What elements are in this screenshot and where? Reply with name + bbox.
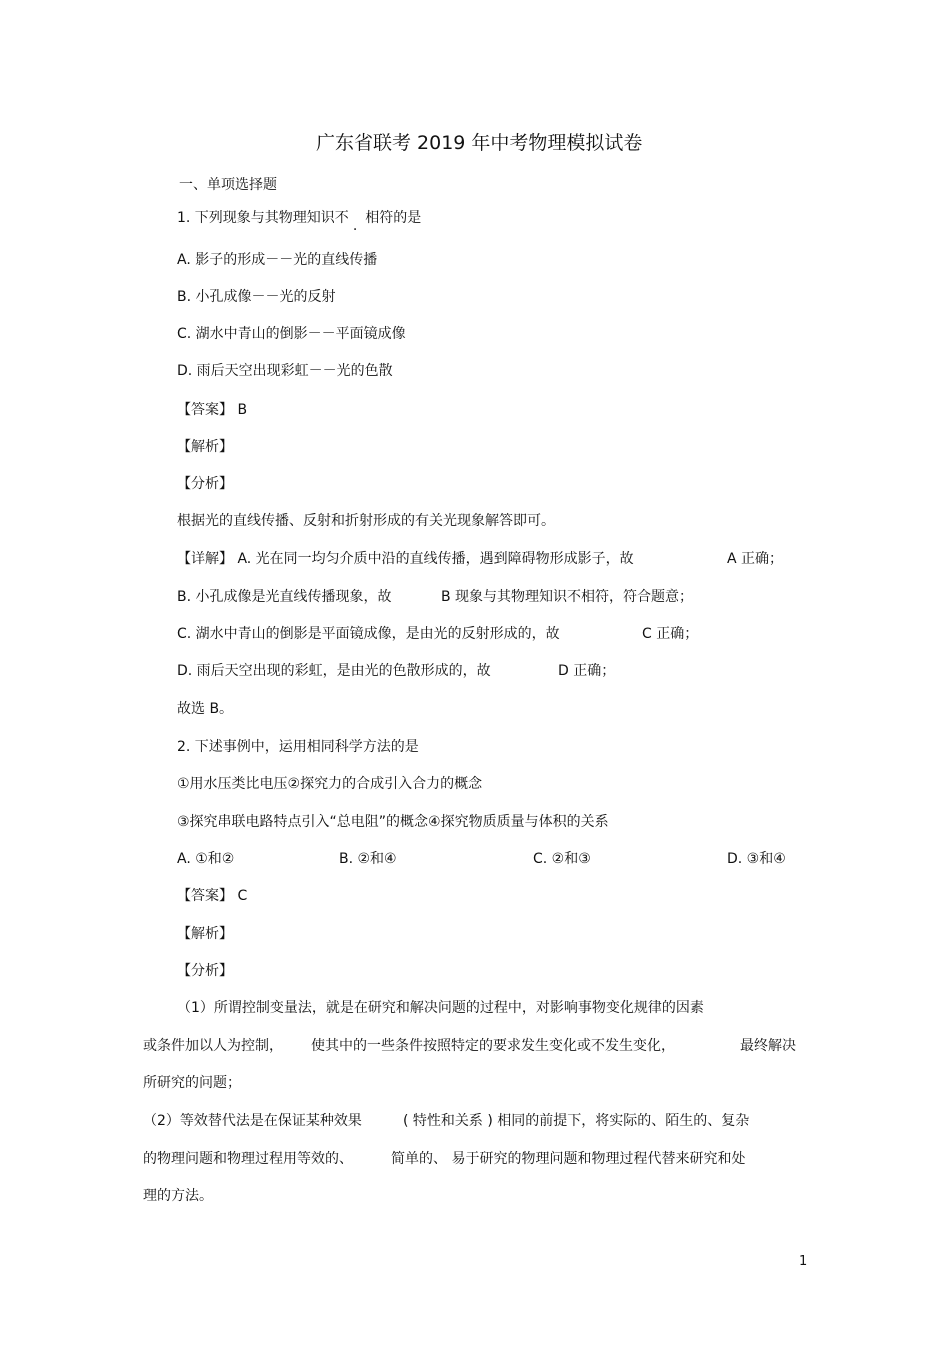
q1-choice: 故选 B。 <box>177 701 234 717</box>
q2-paragraph-1-line-3: 所研究的问题； <box>143 1075 241 1091</box>
q1-detail-c-result: C 正确； <box>642 626 699 642</box>
q1-analysis: 根据光的直线传播、反射和折射形成的有关光现象解答即可。 <box>177 513 555 529</box>
q1-option-c: C. 湖水中青山的倒影－－平面镜成像 <box>177 326 406 342</box>
q1-option-d: D. 雨后天空出现彩虹－－光的色散 <box>177 363 393 379</box>
q2-answer: 【答案】 C <box>177 888 248 904</box>
q1-option-b: B. 小孔成像－－光的反射 <box>177 289 336 305</box>
q2-jiexi-label: 【解析】 <box>177 926 233 942</box>
q1-detail-b-result: B 现象与其物理知识不相符，符合题意； <box>441 589 694 605</box>
q1-stem-part2: 相符的是 <box>365 210 422 226</box>
q2-paragraph-2-line-1b: ( 特性和关系 ) 相同的前提下，将实际的、陌生的、复杂 <box>403 1113 750 1129</box>
q2-paragraph-2-line-2a: 的物理问题和物理过程用等效的、 <box>143 1151 353 1167</box>
q2-paragraph-2-line-3: 理的方法。 <box>143 1188 213 1204</box>
q2-option-d: D. ③和④ <box>727 851 786 867</box>
q1-detail-a: 【详解】 A. 光在同一均匀介质中沿的直线传播，遇到障碍物形成影子，故 <box>177 551 634 567</box>
q1-option-a: A. 影子的形成－－光的直线传播 <box>177 252 378 268</box>
q1-stem <box>177 209 422 234</box>
q1-detail-c: C. 湖水中青山的倒影是平面镜成像，是由光的反射形成的，故 <box>177 626 560 642</box>
q2-paragraph-2-line-1a: （2）等效替代法是在保证某种效果 <box>143 1113 362 1129</box>
q1-detail-d-result: D 正确； <box>558 663 616 679</box>
q2-option-c: C. ②和③ <box>533 851 591 867</box>
emphasis-dot: . <box>352 218 358 234</box>
q1-stem-part1: 1. 下列现象与其物理知识不 <box>177 210 349 226</box>
q2-statement-2: ③探究串联电路特点引入“总电阻”的概念④探究物质质量与体积的关系 <box>177 814 609 830</box>
q2-option-b: B. ②和④ <box>339 851 397 867</box>
q1-detail-a-result: A 正确； <box>727 551 784 567</box>
q1-jiexi-label: 【解析】 <box>177 439 233 455</box>
q1-detail-b: B. 小孔成像是光直线传播现象，故 <box>177 589 392 605</box>
q2-fenxi-label: 【分析】 <box>177 963 233 979</box>
q1-detail-d: D. 雨后天空出现的彩虹，是由光的色散形成的，故 <box>177 663 491 679</box>
page-title: 广东省联考 2019 年中考物理模拟试卷 <box>316 132 643 154</box>
q2-option-a: A. ①和② <box>177 851 235 867</box>
q1-answer: 【答案】 B <box>177 402 248 418</box>
section-heading: 一、单项选择题 <box>179 177 277 193</box>
q2-paragraph-1-line-2a: 或条件加以人为控制， <box>143 1038 283 1054</box>
q1-fenxi-label: 【分析】 <box>177 476 233 492</box>
q2-paragraph-1-line-2c: 最终解决 <box>740 1038 796 1054</box>
q2-paragraph-2-line-2b: 简单的、 易于研究的物理问题和物理过程代替来研究和处 <box>391 1151 746 1167</box>
page-number: 1 <box>799 1254 808 1269</box>
q2-paragraph-1-line-1: （1）所谓控制变量法，就是在研究和解决问题的过程中，对影响事物变化规律的因素 <box>177 1000 704 1016</box>
q2-paragraph-1-line-2b: 使其中的一些条件按照特定的要求发生变化或不发生变化， <box>311 1038 675 1054</box>
q2-statement-1: ①用水压类比电压②探究力的合成引入合力的概念 <box>177 776 483 792</box>
q2-stem: 2. 下述事例中，运用相同科学方法的是 <box>177 739 419 755</box>
